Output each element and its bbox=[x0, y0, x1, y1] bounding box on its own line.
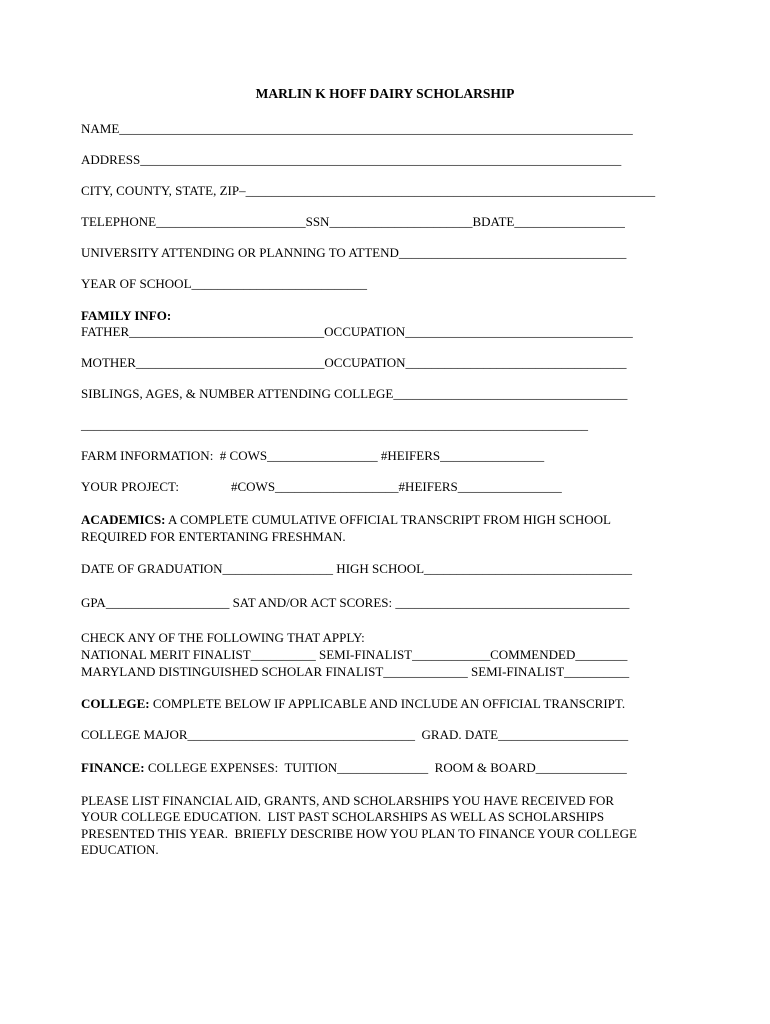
financial-aid-paragraph-line-4: EDUCATION. bbox=[81, 842, 159, 857]
academics-paragraph-line-2: REQUIRED FOR ENTERTANING FRESHMAN. bbox=[81, 529, 346, 544]
academics-heading: ACADEMICS: bbox=[81, 512, 166, 527]
city-county-state-zip-field[interactable]: CITY, COUNTY, STATE, ZIP–_______________________________________________________________ bbox=[81, 183, 656, 198]
financial-aid-paragraph-line-2: YOUR COLLEGE EDUCATION. LIST PAST SCHOLARSHIPS AS WELL AS SCHOLARSHIPS bbox=[81, 809, 605, 824]
university-field[interactable]: UNIVERSITY ATTENDING OR PLANNING TO ATTEND___________________________________ bbox=[81, 245, 627, 260]
maryland-scholar-field[interactable]: MARYLAND DISTINGUISHED SCHOLAR FINALIST_____________ SEMI-FINALIST__________ bbox=[81, 664, 630, 679]
college-heading: COLLEGE: bbox=[81, 696, 150, 711]
siblings-field[interactable]: SIBLINGS, AGES, & NUMBER ATTENDING COLLEGE____________________________________ bbox=[81, 386, 628, 401]
mother-field[interactable]: MOTHER_____________________________OCCUPATION__________________________________ bbox=[81, 355, 627, 370]
farm-information-field[interactable]: FARM INFORMATION: # COWS_________________ #HEIFERS________________ bbox=[81, 448, 545, 463]
address-field[interactable]: ADDRESS__________________________________________________________________________ bbox=[81, 152, 622, 167]
academics-text: A COMPLETE CUMULATIVE OFFICIAL TRANSCRIPT FROM HIGH SCHOOL bbox=[165, 512, 611, 527]
your-project-label: YOUR PROJECT: bbox=[81, 479, 179, 494]
form-title: MARLIN K HOFF DAIRY SCHOLARSHIP bbox=[255, 86, 515, 101]
year-of-school-field[interactable]: YEAR OF SCHOOL___________________________ bbox=[81, 276, 368, 291]
name-field[interactable]: NAME_______________________________________________________________________________ bbox=[81, 121, 633, 136]
college-paragraph bbox=[81, 696, 625, 712]
national-merit-field[interactable]: NATIONAL MERIT FINALIST__________ SEMI-FINALIST____________COMMENDED________ bbox=[81, 647, 628, 662]
financial-aid-paragraph-line-3: PRESENTED THIS YEAR. BRIEFLY DESCRIBE HOW YOU PLAN TO FINANCE YOUR COLLEGE bbox=[81, 826, 637, 841]
finance-field[interactable] bbox=[81, 760, 627, 776]
your-project-field[interactable] bbox=[81, 479, 562, 495]
graduation-high-school-field[interactable]: DATE OF GRADUATION_________________ HIGH SCHOOL________________________________ bbox=[81, 561, 633, 576]
college-major-grad-date-field[interactable]: COLLEGE MAJOR___________________________________ GRAD. DATE____________________ bbox=[81, 727, 629, 742]
siblings-extra-line[interactable]: ______________________________________________________________________________ bbox=[81, 417, 588, 432]
financial-aid-paragraph-line-1: PLEASE LIST FINANCIAL AID, GRANTS, AND SCHOLARSHIPS YOU HAVE RECEIVED FOR bbox=[81, 793, 615, 808]
telephone-ssn-bdate-field[interactable]: TELEPHONE_______________________SSN______________________BDATE_________________ bbox=[81, 214, 625, 229]
finance-text[interactable]: COLLEGE EXPENSES: TUITION______________ ROOM & BOARD______________ bbox=[144, 760, 627, 775]
finance-heading: FINANCE: bbox=[81, 760, 145, 775]
your-project-cows-heifers[interactable]: #COWS___________________#HEIFERS________________ bbox=[231, 479, 562, 494]
gpa-sat-act-field[interactable]: GPA___________________ SAT AND/OR ACT SCORES: ____________________________________ bbox=[81, 595, 630, 610]
college-text: COMPLETE BELOW IF APPLICABLE AND INCLUDE AN OFFICIAL TRANSCRIPT. bbox=[149, 696, 626, 711]
family-info-heading: FAMILY INFO: bbox=[81, 308, 172, 323]
father-field[interactable]: FATHER______________________________OCCUPATION___________________________________ bbox=[81, 324, 633, 339]
academics-paragraph-line-1 bbox=[81, 512, 611, 528]
check-instructions: CHECK ANY OF THE FOLLOWING THAT APPLY: bbox=[81, 630, 365, 645]
